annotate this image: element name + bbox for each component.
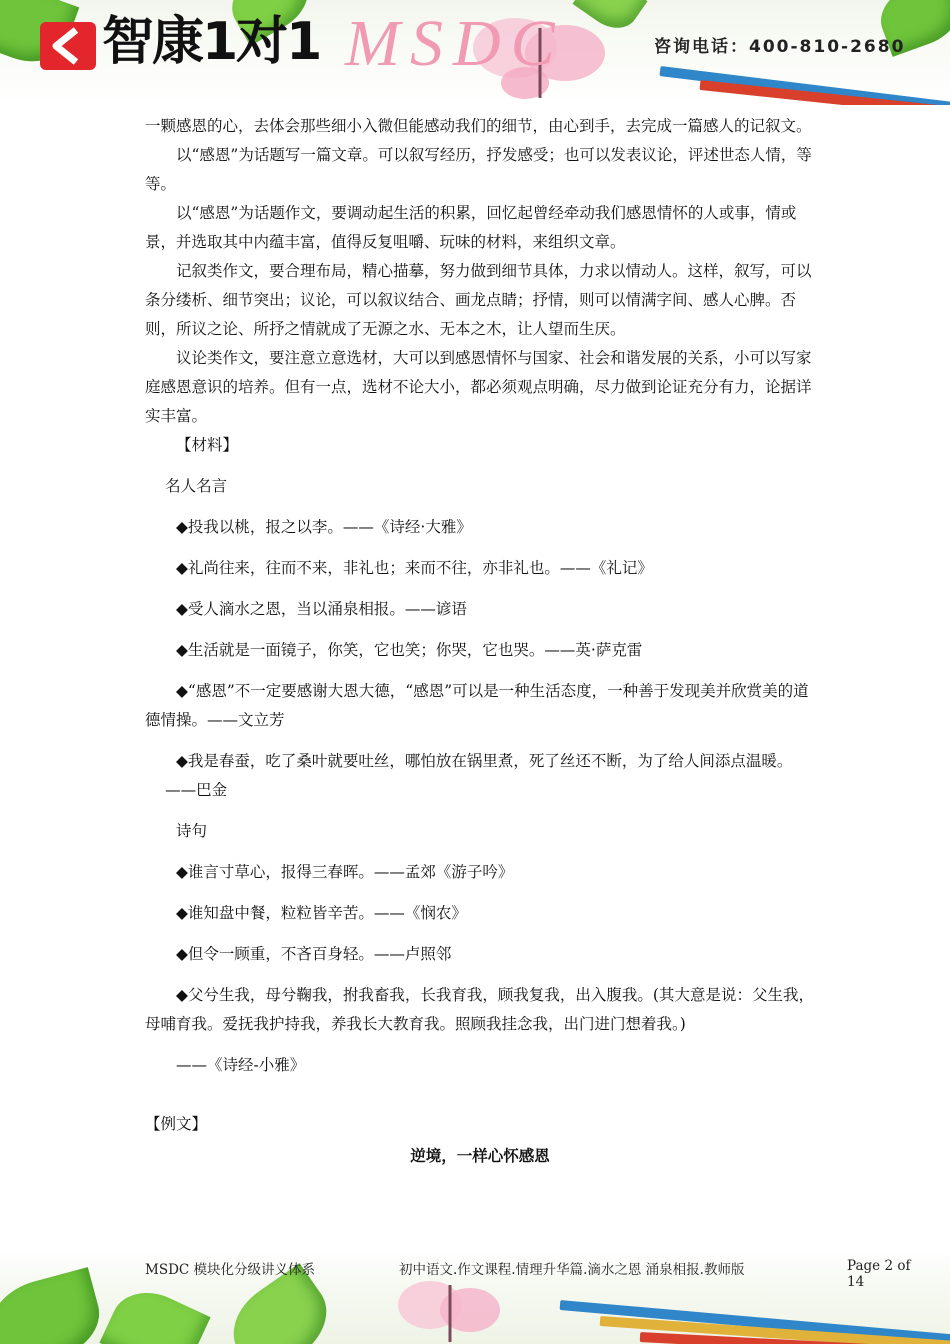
page-number: Page 2 of 14 [847, 1258, 911, 1290]
page-header [0, 0, 950, 105]
footer-series: MSDC 模块化分级讲义体系 [145, 1262, 316, 1278]
paragraph: 一颗感恩的心，去体会那些细小入微但能感动我们的细节，由心到手，去完成一篇感人的记叙文。 [145, 117, 812, 135]
quote-item: ◆我是春蚕，吃了桑叶就要吐丝，哪怕放在锅里煮，死了丝还不断，为了给人间添点温暖。 [176, 752, 793, 770]
footer-course: 初中语文.作文课程.情理升华篇.滴水之恩 涌泉相报.教师版 [399, 1262, 745, 1278]
poem-source: ——《诗经-小雅》 [176, 1056, 306, 1074]
logo-icon [40, 22, 96, 70]
poem-item: ◆但令一顾重，不吝百身轻。——卢照邻 [176, 945, 452, 963]
example-title: 逆境，一样心怀感恩 [410, 1146, 550, 1165]
leaf-decoration [0, 1267, 108, 1344]
quote-item: ◆受人滴水之恩，当以涌泉相报。——谚语 [176, 600, 467, 618]
quote-item: ◆生活就是一面镜子，你笑，它也笑；你哭，它也哭。——英·萨克雷 [176, 641, 643, 659]
quote-item: ◆礼尚往来，往而不来，非礼也；来而不往，亦非礼也。——《礼记》 [176, 559, 653, 577]
quote-item: ◆投我以桃，报之以李。——《诗经·大雅》 [176, 518, 472, 536]
poem-item: ◆谁言寸草心，报得三春晖。——孟郊《游子吟》 [176, 863, 514, 881]
consult-phone: 咨询电话：400-810-2680 [654, 37, 906, 57]
leaf-decoration [99, 1279, 210, 1344]
quotes-heading: 名人名言 [165, 477, 228, 495]
poems-heading: 诗句 [176, 822, 208, 840]
section-label-example: 【例文】 [145, 1115, 208, 1133]
page-content [145, 112, 815, 1170]
poem-item: ◆父兮生我，母兮鞠我，拊我畜我，长我育我，顾我复我，出入腹我。(其大意是说：父生我，母哺育我。爱抚我护持我，养我长大教育我。照顾我挂念我，出门进门想着我。) [145, 986, 814, 1033]
paragraph: 以“感恩”为话题写一篇文章。可以叙写经历，抒发感受；也可以发表议论，评述世态人情，等等。 [145, 146, 812, 193]
quote-source: ——巴金 [165, 781, 228, 799]
brand-logo: MSDC [345, 7, 565, 80]
paragraph: 以“感恩”为话题作文，要调动起生活的积累，回忆起曾经牵动我们感恩情怀的人或事，情或景，并选取其中内蕴丰富，值得反复咀嚼、玩味的材料，来组织文章。 [145, 204, 797, 251]
quote-item: ◆“感恩”不一定要感谢大恩大德，“感恩”可以是一种生活态度，一种善于发现美并欣赏美的道德情操。——文立芳 [145, 682, 809, 729]
page-footer [0, 1250, 950, 1344]
paragraph: 议论类作文，要注意立意选材，大可以到感恩情怀与国家、社会和谐发展的关系，小可以写家庭感恩意识的培养。但有一点，选材不论大小，都必须观点明确，尽力做到论证充分有力，论据详实丰富。 [145, 349, 812, 425]
section-label-material: 【材料】 [176, 436, 239, 454]
logo-text: 智康1对1 [102, 12, 321, 72]
paragraph: 记叙类作文，要合理布局，精心描摹，努力做到细节具体，力求以情动人。这样，叙写，可以条分缕析、细节突出；议论，可以叙议结合、画龙点睛；抒情，则可以情满字间、感人心脾。否则，所议之论、所抒之情就成了无源之水、无本之木，让人望而生厌。 [145, 262, 812, 338]
poem-item: ◆谁知盘中餐，粒粒皆辛苦。——《悯农》 [176, 904, 467, 922]
butterfly-icon [395, 1270, 505, 1344]
